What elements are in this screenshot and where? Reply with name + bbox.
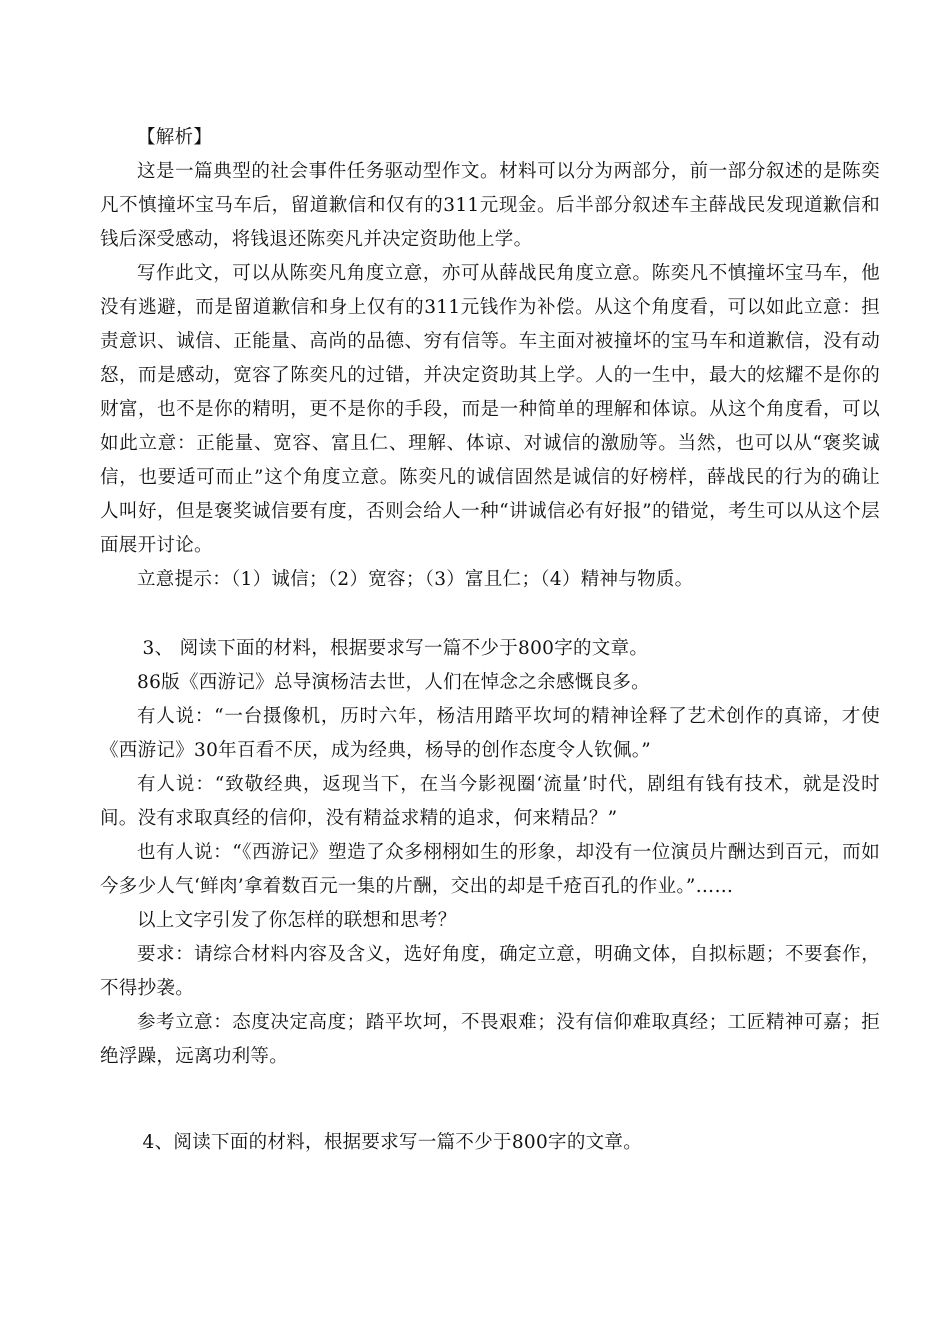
question-3-requirements: 要求：请综合材料内容及含义，选好角度，确定立意，明确文体，自拟标题；不要套作，不得抄袭。	[100, 944, 880, 999]
question-3-reference: 参考立意：态度决定高度；踏平坎坷，不畏艰难；没有信仰难取真经；工匠精神可嘉；拒绝浮躁，远离功利等。	[100, 1012, 880, 1067]
analysis-heading: 【解析】	[137, 127, 213, 148]
question-3-paragraph-3: 有人说：“致敬经典，返现当下，在当今影视圈‘流量’时代，剧组有钱有技术，就是没时间。没有求取真经的信仰，没有精益求精的追求，何来精品？”	[100, 774, 880, 829]
analysis-section	[100, 121, 880, 597]
question-3-prompt: 3、 阅读下面的材料，根据要求写一篇不少于800字的文章。	[142, 638, 649, 659]
question-3-paragraph-5: 以上文字引发了你怎样的联想和思考？	[137, 910, 457, 931]
question-3-paragraph-4: 也有人说：“《西游记》塑造了众多栩栩如生的形象，却没有一位演员片酬达到百元，而如今多少人气‘鲜肉’拿着数百元一集的片酬，交出的却是千疮百孔的作业。”……	[100, 842, 880, 897]
analysis-paragraph-2: 写作此文，可以从陈奕凡角度立意，亦可从薛战民角度立意。陈奕凡不慎撞坏宝马车，他没有逃避，而是留道歉信和身上仅有的311元钱作为补偿。从这个角度看，可以如此立意：担责意识、诚信、正能量、高尚的品德、穷有信等。车主面对被撞坏的宝马车和道歉信，没有动怒，而是感动，宽容了陈奕凡的过错，并决定资助其上学。人的一生中，最大的炫耀不是你的财富，也不是你的精明，更不是你的手段，而是一种简单的理解和体谅。从这个角度看，可以如此立意：正能量、宽容、富且仁、理解、体谅、对诚信的激励等。当然，也可以从“褒奖诚信，也要适可而止”这个角度立意。陈奕凡的诚信固然是诚信的好榜样，薛战民的行为的确让人叫好，但是褒奖诚信要有度，否则会给人一种“讲诚信必有好报”的错觉，考生可以从这个层面展开讨论。	[100, 263, 880, 556]
question-4-section	[100, 1126, 880, 1160]
question-3-section	[100, 632, 880, 1074]
question-3-paragraph-1: 86版《西游记》总导演杨洁去世，人们在悼念之余感慨良多。	[137, 672, 650, 693]
question-3-paragraph-2: 有人说：“一台摄像机，历时六年，杨洁用踏平坎坷的精神诠释了艺术创作的真谛，才使《西游记》30年百看不厌，成为经典，杨导的创作态度令人钦佩。”	[100, 706, 880, 761]
question-4-prompt: 4、阅读下面的材料，根据要求写一篇不少于800字的文章。	[142, 1132, 643, 1153]
analysis-paragraph-1: 这是一篇典型的社会事件任务驱动型作文。材料可以分为两部分，前一部分叙述的是陈奕凡不慎撞坏宝马车后，留道歉信和仅有的311元现金。后半部分叙述车主薛战民发现道歉信和钱后深受感动，将钱退还陈奕凡并决定资助他上学。	[100, 161, 880, 250]
analysis-paragraph-3: 立意提示：（1）诚信；（2）宽容；（3）富且仁；（4）精神与物质。	[137, 569, 694, 590]
